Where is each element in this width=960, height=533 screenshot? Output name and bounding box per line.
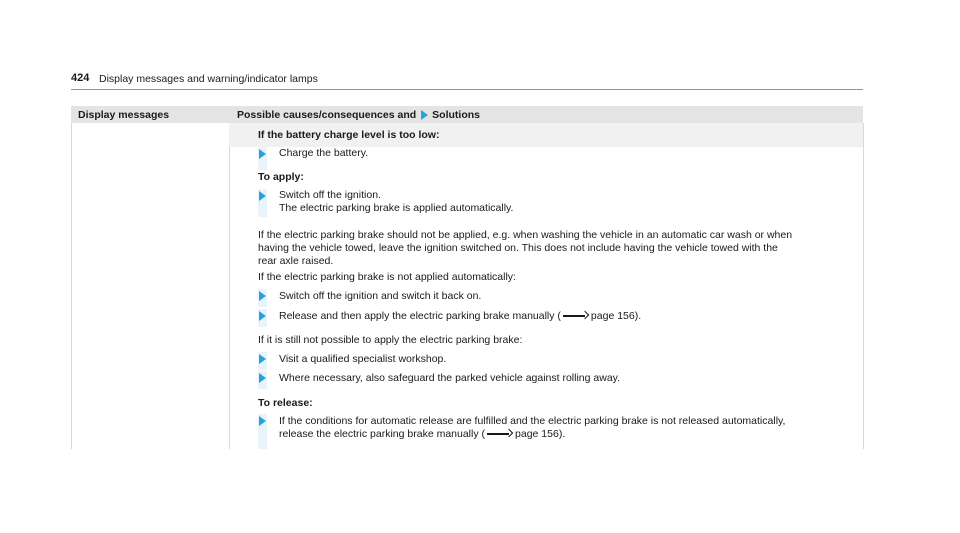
paragraph-line: having the vehicle towed, leave the ignition switched on. This does not include having the vehicle towed with the xyxy=(258,242,778,254)
solutions-arrow-icon xyxy=(421,110,428,120)
table-left-border xyxy=(71,123,72,449)
step-arrow-icon xyxy=(259,354,266,364)
paragraph-not-applied: If the electric parking brake is not applied automatically: xyxy=(258,271,516,283)
condition-subheading xyxy=(229,123,863,147)
page-reference-link[interactable]: page 156). xyxy=(590,310,642,322)
step-release-text: release the electric parking brake manually ( xyxy=(279,428,486,440)
step-arrow-icon xyxy=(259,311,266,321)
column-header-solutions-text: Solutions xyxy=(432,109,481,121)
step-charge-battery: Charge the battery. xyxy=(279,147,369,159)
step-arrow-icon xyxy=(259,191,266,201)
step-arrow-icon xyxy=(259,416,266,426)
step-release-line2 xyxy=(279,428,565,441)
step-visit-workshop: Visit a qualified specialist workshop. xyxy=(279,353,447,365)
page-number: 424 xyxy=(71,72,90,84)
paragraph-line: If the electric parking brake should not be applied, e.g. when washing the vehicle in an automatic car wash or when xyxy=(258,229,793,241)
step-arrow-icon xyxy=(259,291,266,301)
step-arrow-icon xyxy=(259,149,266,159)
step-switch-off-on: Switch off the ignition and switch it back on. xyxy=(279,290,482,302)
column-divider xyxy=(229,123,230,449)
step-release-apply-text: Release and then apply the electric parking brake manually ( xyxy=(279,310,561,322)
column-header-display-messages: Display messages xyxy=(78,109,170,121)
step-switch-off-ignition: Switch off the ignition. xyxy=(279,189,381,201)
to-apply-heading: To apply: xyxy=(258,171,304,183)
step-arrow-icon xyxy=(259,373,266,383)
condition-subheading-text: If the battery charge level is too low: xyxy=(258,129,440,141)
page-reference-arrow-icon xyxy=(563,311,589,321)
header-rule xyxy=(71,89,863,90)
page-title: Display messages and warning/indicator lamps xyxy=(99,73,318,85)
to-release-heading: To release: xyxy=(258,397,313,409)
column-header-causes-solutions xyxy=(237,109,480,121)
page-reference-arrow-icon xyxy=(487,429,513,439)
step-release-apply xyxy=(279,310,641,323)
step-safeguard-vehicle: Where necessary, also safeguard the parked vehicle against rolling away. xyxy=(279,372,621,384)
paragraph-still-not-possible: If it is still not possible to apply the electric parking brake: xyxy=(258,334,523,346)
page-reference-link[interactable]: page 156). xyxy=(515,428,566,440)
step-release-line1: If the conditions for automatic release are fulfilled and the electric parking brake is not released automatically, xyxy=(279,415,786,427)
page-header xyxy=(71,72,863,90)
table-right-border xyxy=(863,123,864,449)
step-switch-off-result: The electric parking brake is applied automatically. xyxy=(279,202,514,214)
paragraph-line: rear axle raised. xyxy=(258,255,334,267)
column-header-causes-text: Possible causes/consequences and xyxy=(237,109,417,121)
table-header xyxy=(71,106,863,123)
